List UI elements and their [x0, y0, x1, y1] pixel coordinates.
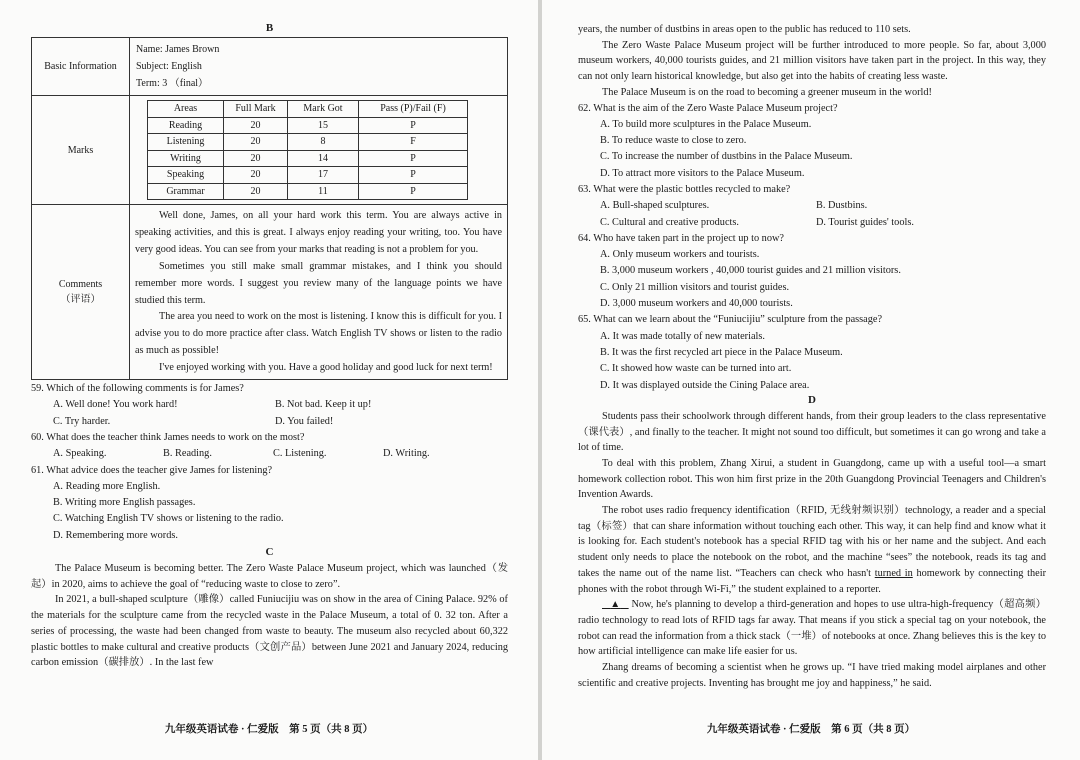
option-d: D. It was displayed outside the Cining Palace area. — [600, 379, 810, 391]
option-d: D. To attract more visitors to the Palace Museum. — [600, 167, 805, 179]
question-stem: 65. What can we learn about the “Funiucijiu” sculpture from the passage? — [578, 314, 883, 326]
option-b: B. Not bad. Keep it up! — [275, 399, 372, 411]
question-stem: 62. What is the aim of the Zero Waste Palace Museum project? — [578, 102, 838, 114]
marks-cell-pass: P — [359, 167, 468, 184]
option-c: C. Listening. — [273, 448, 327, 460]
options-row — [31, 397, 508, 413]
section-c-heading: C — [265, 546, 274, 559]
marks-header: Full Mark — [224, 101, 288, 118]
page-footer-right: 九年级英语试卷 · 仁爱版 第 6 页（共 8 页） — [706, 724, 916, 735]
page-footer-left: 九年级英语试卷 · 仁爱版 第 5 页（共 8 页） — [164, 724, 374, 735]
basic-info-label: Basic Information — [32, 38, 130, 96]
option-a: A. To build more sculptures in the Palace Museum. — [600, 118, 812, 130]
passage-d-text: homework by connecting their phones with the robot through Wi-Fi,” the student explained to a reporter. — [578, 567, 1047, 595]
marks-header: Areas — [148, 101, 224, 118]
option-b: B. It was the first recycled art piece in the Palace Museum. — [600, 346, 843, 358]
question-stem: 60. What does the teacher think James needs to work on the most? — [31, 431, 305, 443]
comments-label: Comments — [58, 279, 103, 291]
marks-cell-area: Speaking — [148, 167, 224, 184]
comment-paragraph: The area you need to work on the most is listening. I know this is difficult for you. I advise you to do more practice after class. Watch English TV shows or listen to the radio as much as possible! — [135, 311, 502, 357]
passage-c-continued: years, the number of dustbins in areas open to the public has reduced to 110 sets. — [578, 24, 911, 35]
question-61 — [31, 463, 508, 544]
marks-cell-full: 20 — [224, 117, 288, 134]
passage-d-paragraph — [578, 597, 1046, 660]
option-b: B. Writing more English passages. — [53, 497, 196, 509]
option-a: A. Reading more English. — [53, 480, 161, 492]
option-a: A. Well done! You work hard! — [53, 399, 178, 411]
marks-cell-pass: P — [359, 150, 468, 167]
comment-paragraph: Sometimes you still make small grammar mistakes, and I think you should remember more words. I suggest you review many of the language points we have studied this term. — [135, 260, 502, 306]
option-a: A. Speaking. — [53, 448, 107, 460]
marks-cell-full: 20 — [224, 134, 288, 151]
marks-row — [148, 117, 468, 134]
question-64 — [578, 231, 1046, 312]
student-name: Name: James Brown — [136, 44, 220, 55]
passage-d-paragraph: Students pass their schoolwork through different hands, from their group leaders to the class representative（课代表）, and finally to the teacher. It might not sound too difficult, but sometimes it can go wrong and take a lot of time. — [578, 410, 1046, 454]
passage-d-paragraph: To deal with this problem, Zhang Xirui, a student in Guangdong, came up with a useful tool—a smart homework collection robot. This won him first prize in the 20th Guangdong Provincial Teenagers and Children's Invention Awards. — [578, 457, 1046, 501]
marks-cell-got: 14 — [288, 150, 359, 167]
passage-c-paragraph: The Palace Museum is on the road to becoming a greener museum in the world! — [602, 86, 932, 98]
option-c: C. Cultural and creative products. — [600, 216, 739, 228]
marks-row — [148, 167, 468, 184]
marks-row — [148, 183, 468, 200]
marks-cell-got: 15 — [288, 117, 359, 134]
option-a: A. It was made totally of new materials. — [600, 330, 765, 342]
option-d: D. Writing. — [383, 448, 430, 460]
option-b: B. 3,000 museum workers , 40,000 tourist guides and 21 million visitors. — [600, 265, 901, 277]
question-59 — [31, 381, 508, 430]
marks-cell-got: 17 — [288, 167, 359, 184]
passage-d-paragraph: Zhang dreams of becoming a scientist when he grows up. “I have tried making model airplanes and other scientific and creative projects. Inventing has brought me joy and happiness,” he said. — [578, 662, 1046, 689]
comment-paragraph: Well done, James, on all your hard work this term. You are always active in speaking activities, and this is great. I always enjoy reading your writing, too. You have very good ideas. You can see from your marks that reading is not a problem for you. — [135, 210, 502, 255]
marks-cell-full: 20 — [224, 150, 288, 167]
question-stem: 64. Who have taken part in the project up to now? — [578, 232, 784, 244]
option-d: D. Remembering more words. — [53, 529, 178, 541]
marks-cell-got: 8 — [288, 134, 359, 151]
options-row — [578, 215, 1046, 231]
option-c: C. Only 21 million visitors and tourist guides. — [600, 281, 790, 293]
passage-c-paragraph: The Zero Waste Palace Museum project will be further introduced to more people. So far, about 3,000 museum workers, 40,000 tourists guides, and 21 million visitors have taken part in the project. In this way, they can not only learn historical knowledge, but also get into the habits of creating less waste. — [578, 39, 1046, 83]
student-term: Term: 3 （final） — [136, 78, 209, 89]
marks-cell-pass: P — [359, 183, 468, 200]
question-65 — [578, 312, 1046, 393]
marks-cell — [130, 96, 508, 205]
question-62 — [578, 101, 1046, 182]
option-d: D. 3,000 museum workers and 40,000 tourists. — [600, 298, 793, 310]
options-row — [31, 414, 508, 430]
option-c: C. To increase the number of dustbins in the Palace Museum. — [600, 151, 853, 163]
options-row — [31, 446, 508, 462]
option-b: B. Reading. — [163, 448, 212, 460]
question-60 — [31, 430, 508, 463]
marks-row — [148, 134, 468, 151]
option-b: B. Dustbins. — [816, 200, 868, 212]
option-c: C. Watching English TV shows or listening to the radio. — [53, 513, 284, 525]
marks-table — [147, 100, 468, 200]
question-stem: 59. Which of the following comments is for James? — [31, 383, 244, 395]
passage-c-paragraph: In 2021, a bull-shaped sculpture（雕像）called Funiucijiu was on show in the area of Cining Palace. 92% of the materials for the sculpture came from the recycled waste in the Palace Museum, a total of 0. 32 ton. After a series of processing, the waste had been changed from waste to beauty. The museum also recycled about 60,322 plastic bottles to make cultural and creative products（文创产品）between June 2021 and January 2024, reducing carbon emission（碳排放）. In the last few — [31, 594, 508, 669]
marks-cell-full: 20 — [224, 183, 288, 200]
question-63 — [578, 182, 1046, 231]
passage-c-paragraph: The Palace Museum is becoming better. The Zero Waste Palace Museum project, which was launched（发起）in 2020, aims to achieve the goal of “reducing waste to close to zero”. — [31, 563, 508, 590]
marks-cell-pass: P — [359, 117, 468, 134]
option-a: A. Only museum workers and tourists. — [600, 249, 760, 261]
marks-cell-area: Reading — [148, 117, 224, 134]
option-c: C. It showed how waste can be turned into art. — [600, 363, 792, 375]
marks-header-row — [148, 101, 468, 118]
option-a: A. Bull-shaped sculptures. — [600, 200, 710, 212]
report-card-table — [31, 37, 508, 380]
marks-header: Pass (P)/Fail (F) — [359, 101, 468, 118]
options-row — [578, 198, 1046, 214]
marks-cell-got: 11 — [288, 183, 359, 200]
option-d: D. Tourist guides' tools. — [816, 216, 914, 228]
student-subject: Subject: English — [136, 61, 202, 72]
marks-row — [148, 150, 468, 167]
underlined-phrase: turned in — [874, 567, 913, 579]
question-stem: 61. What advice does the teacher give James for listening? — [31, 464, 273, 476]
comments-label-cn: （评语） — [60, 294, 101, 306]
right-page — [542, 0, 1080, 760]
marks-label: Marks — [32, 96, 130, 205]
marks-cell-area: Listening — [148, 134, 224, 151]
comment-paragraph: I've enjoyed working with you. Have a good holiday and good luck for next term! — [159, 362, 493, 374]
marks-cell-area: Grammar — [148, 183, 224, 200]
passage-d-text: Now, he's planning to develop a third-generation and hopes to use ultra-high-frequency（超高频）radio technology to read lots of RFID tags far away. That means if you stick a special tag on your notebook, the robot can read the information from a thick stack（一堆）of notebooks at once. Zhang believes this is the key to how artificial intelligence can make life easier for us. — [578, 599, 1047, 658]
comments-label-cell — [32, 205, 130, 380]
passage-d-text: The robot uses radio frequency identification（RFID, 无线射频识别）technology, a reader and a special tag（标签）that can share information without touching each other. This way, it can help find and know what it is looking for. Each student's notebook has a special RFID tag with his or her name and the subject. And each student only needs to place the notebook on the robot, and the machine “sees” the notebook, reads its tag and takes the name out of the name list. “Teachers can check who hasn't — [578, 505, 1046, 579]
marks-cell-full: 20 — [224, 167, 288, 184]
option-d: D. You failed! — [275, 415, 334, 427]
marks-cell-area: Writing — [148, 150, 224, 167]
option-b: B. To reduce waste to close to zero. — [600, 135, 747, 147]
marks-cell-pass: F — [359, 134, 468, 151]
basic-info-cell — [130, 38, 508, 96]
answer-blank-triangle — [602, 599, 629, 610]
passage-d-paragraph — [578, 503, 1046, 597]
question-stem: 63. What were the plastic bottles recycled to make? — [578, 184, 791, 195]
section-d-heading: D — [808, 393, 816, 406]
comments-cell — [130, 205, 508, 380]
marks-header: Mark Got — [288, 101, 359, 118]
left-page — [0, 0, 538, 760]
section-b-heading: B — [265, 22, 274, 34]
blank-triangle-icon: ▲ — [610, 599, 621, 611]
option-c: C. Try harder. — [53, 415, 111, 427]
